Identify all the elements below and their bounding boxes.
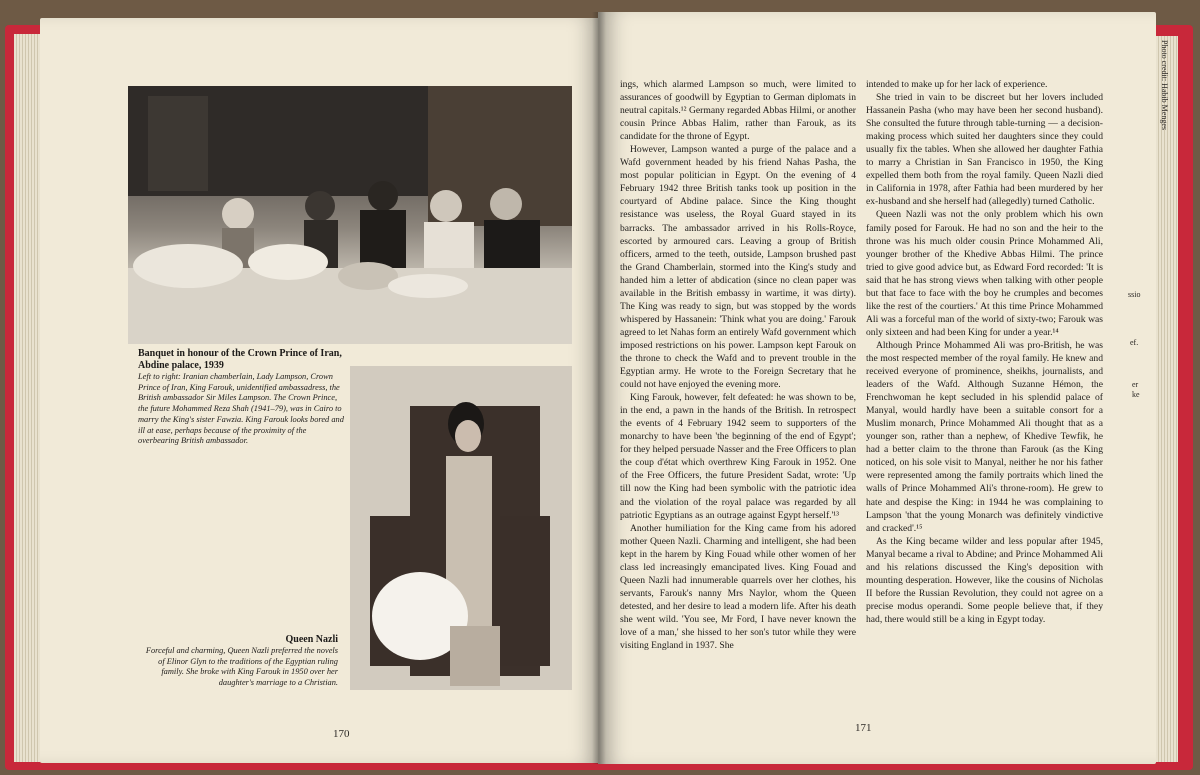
banquet-photo <box>128 86 572 344</box>
paragraph: Although Prince Mohammed Ali was pro-British, he was the most respected member of the royal family. He knew and received everyone of prominence, sheikhs, journalists, and leaders of the Wafd. Although Suzanne Hémon, the Frenchwoman he kept secluded in his splendid palace of Manyal, would hardly have been a suitable consort for a Muslim monarch, Prince Mohammed Ali thought that as a younger son, rather than a nephew, of Khedive Tewfik, he had a better claim to the throne than Farouk (as the King noticed, on his sole visit to Manyal, neither he nor his father were represented among the family portraits which lined the walls of Prince Mohammed Ali's throne-room). He grew to hate and despise the King: in 1944 he was complaining to Lampson 'that the young Monarch was definitely vindictive and cracked'.¹⁵ <box>866 339 1103 534</box>
text-column-1 <box>620 78 856 652</box>
banquet-photo-art <box>128 86 572 344</box>
banquet-caption <box>138 348 346 447</box>
edge-text-fragment: ef. <box>1130 338 1139 347</box>
queen-caption <box>138 634 338 689</box>
queen-caption-title: Queen Nazli <box>285 634 338 645</box>
paragraph: intended to make up for her lack of experience. <box>866 79 1048 90</box>
paragraph: She tried in vain to be discreet but her lovers included Hassanein Pasha (who may have been her second husband). She consulted the future through table-turning — a decision-making process which suited her daughters since they could usually fix the tables. When she allowed her daughter Fathia to marry a Christian in San Francisco in 1950, the King expelled them both from the royal family. Queen Nazli died in California in 1978, after Fathia had been murdered by her ex-husband and she herself had (allegedly) turned Catholic. <box>866 92 1103 208</box>
queen-nazli-photo <box>350 366 572 690</box>
paragraph: However, Lampson wanted a purge of the palace and a Wafd government headed by his friend Nahas Pasha, the most popular politician in Egypt. On the evening of 4 February 1942 three British tanks took up position in the courtyard of Abdine palace. Since the King thought resistance was useless, the Royal Guard stayed in its barracks. The ambassador arrived in his Rolls-Royce, escorted by armoured cars. Leaving a group of British officers, armed to the teeth, outside, Lampson brushed past the Grand Chamberlain, stormed into the King's study and handed him a letter of abdication (since no clean paper was available in the British embassy in wartime, it was dirty). The King was ready to sign, but was stopped by the words whispered by Hassanein: 'Think what you are doing.' Farouk agreed to let Nahas form an entirely Wafd government which imposed restrictions on his power. Lampson kept Farouk on the throne to check the Wafd and to prevent trouble in the Egyptian army. He wrote to the Foreign Secretary that he could not have enjoyed the evening more. <box>620 144 856 391</box>
paragraph: Another humiliation for the King came from his adored mother Queen Nazli. Charming and intelligent, she had been kept in the harem by King Fouad while other women of her class led increasingly emancipated lives. King Fouad and Queen Nazli had innumerable quarrels over her clothes, his servants, Farouk's nanny Mrs Naylor, whom the Queen detested, and her desire to lead a modern life. After his death she went wild. 'You see, Mr Ford, I have never known the love of a man,' she hissed to her son's tutor while they were visiting England in 1937. She <box>620 522 856 652</box>
text-column-2 <box>866 78 1103 626</box>
book-gutter <box>592 12 606 764</box>
photo-credit: Photo credit: Habib Menges <box>1160 40 1169 130</box>
queen-caption-body: Forceful and charming, Queen Nazli preferred the novels of Elinor Glyn to the traditions of the Egyptian ruling family. She broke with King Farouk in 1950 over her daughter's marriage to a Christian. <box>145 646 338 688</box>
banquet-caption-body: Left to right: Iranian chamberlain, Lady Lampson, Crown Prince of Iran, King Farouk, unidentified ambassadress, the British ambassador Sir Miles Lampson. The Crown Prince, the future Mohammed Reza Shah (1941–79), was in Cairo to marry the King's sister Fawzia. King Farouk looks bored and ill at ease, perhaps because of the proximity of the overbearing British ambassador. <box>138 372 344 446</box>
paragraph: As the King became wilder and less popular after 1945, Manyal became a rival to Abdine; and Prince Mohammed Ali and his relations discussed the King's deposition with mounting desperation. However, like the cousins of Nicholas II before the Russian Revolution, they could not agree on a precise modus operandi. Some people believe that, if they had, there would still be a king in Egypt today. <box>866 535 1103 625</box>
banquet-caption-title: Banquet in honour of the Crown Prince of Iran, Abdine palace, 1939 <box>138 348 342 371</box>
edge-text-fragment: ke <box>1132 390 1140 399</box>
edge-text-fragment: ssio <box>1128 290 1141 299</box>
page-number-right: 171 <box>855 722 872 734</box>
paragraph: Queen Nazli was not the only problem which his own family posed for Farouk. He had no son and the heir to the throne was his much older cousin Prince Mohammed Ali, younger brother of the Khedive Abbas Hilmi. The prince tried to give good advice but, as Edward Ford recorded: 'It is said that he has strong views when talking with other people but that face to face with the boy he crumples and becomes like the rest of the courtiers.' At this time Prince Mohammed Ali was a forceful man of the world of sixty-two; Farouk was only sixteen and had been King for under a year.¹⁴ <box>866 209 1103 338</box>
paragraph: ings, which alarmed Lampson so much, were limited to assurances of goodwill by Egyptian to German diplomats in neutral capitals.¹² Germany regarded Abbas Hilmi, or another cousin Prince Abbas Halim, rather than Farouk, as its candidate for the throne of Egypt. <box>620 79 856 143</box>
queen-nazli-photo-art <box>350 366 572 690</box>
edge-text-fragment: er <box>1132 380 1139 389</box>
paragraph: King Farouk, however, felt defeated: he was shown to be, in the end, a pawn in the hands of the British. In retrospect the events of 4 February 1942 seem to supporters of the monarchy to have been 'the beginning of the end of Egypt'; for they helped persuade Nasser and the Free Officers to plan the coup d'état which overthrew King Farouk in 1952. One of the Free Officers, the future President Sadat, wrote: 'Up till now the King had been symbolic with the patriotic idea and the violation of the royal palace was regarded by all patriotic Egyptians as an outrage against Egypt herself.'¹³ <box>620 392 856 521</box>
page-number-left: 170 <box>333 728 350 740</box>
